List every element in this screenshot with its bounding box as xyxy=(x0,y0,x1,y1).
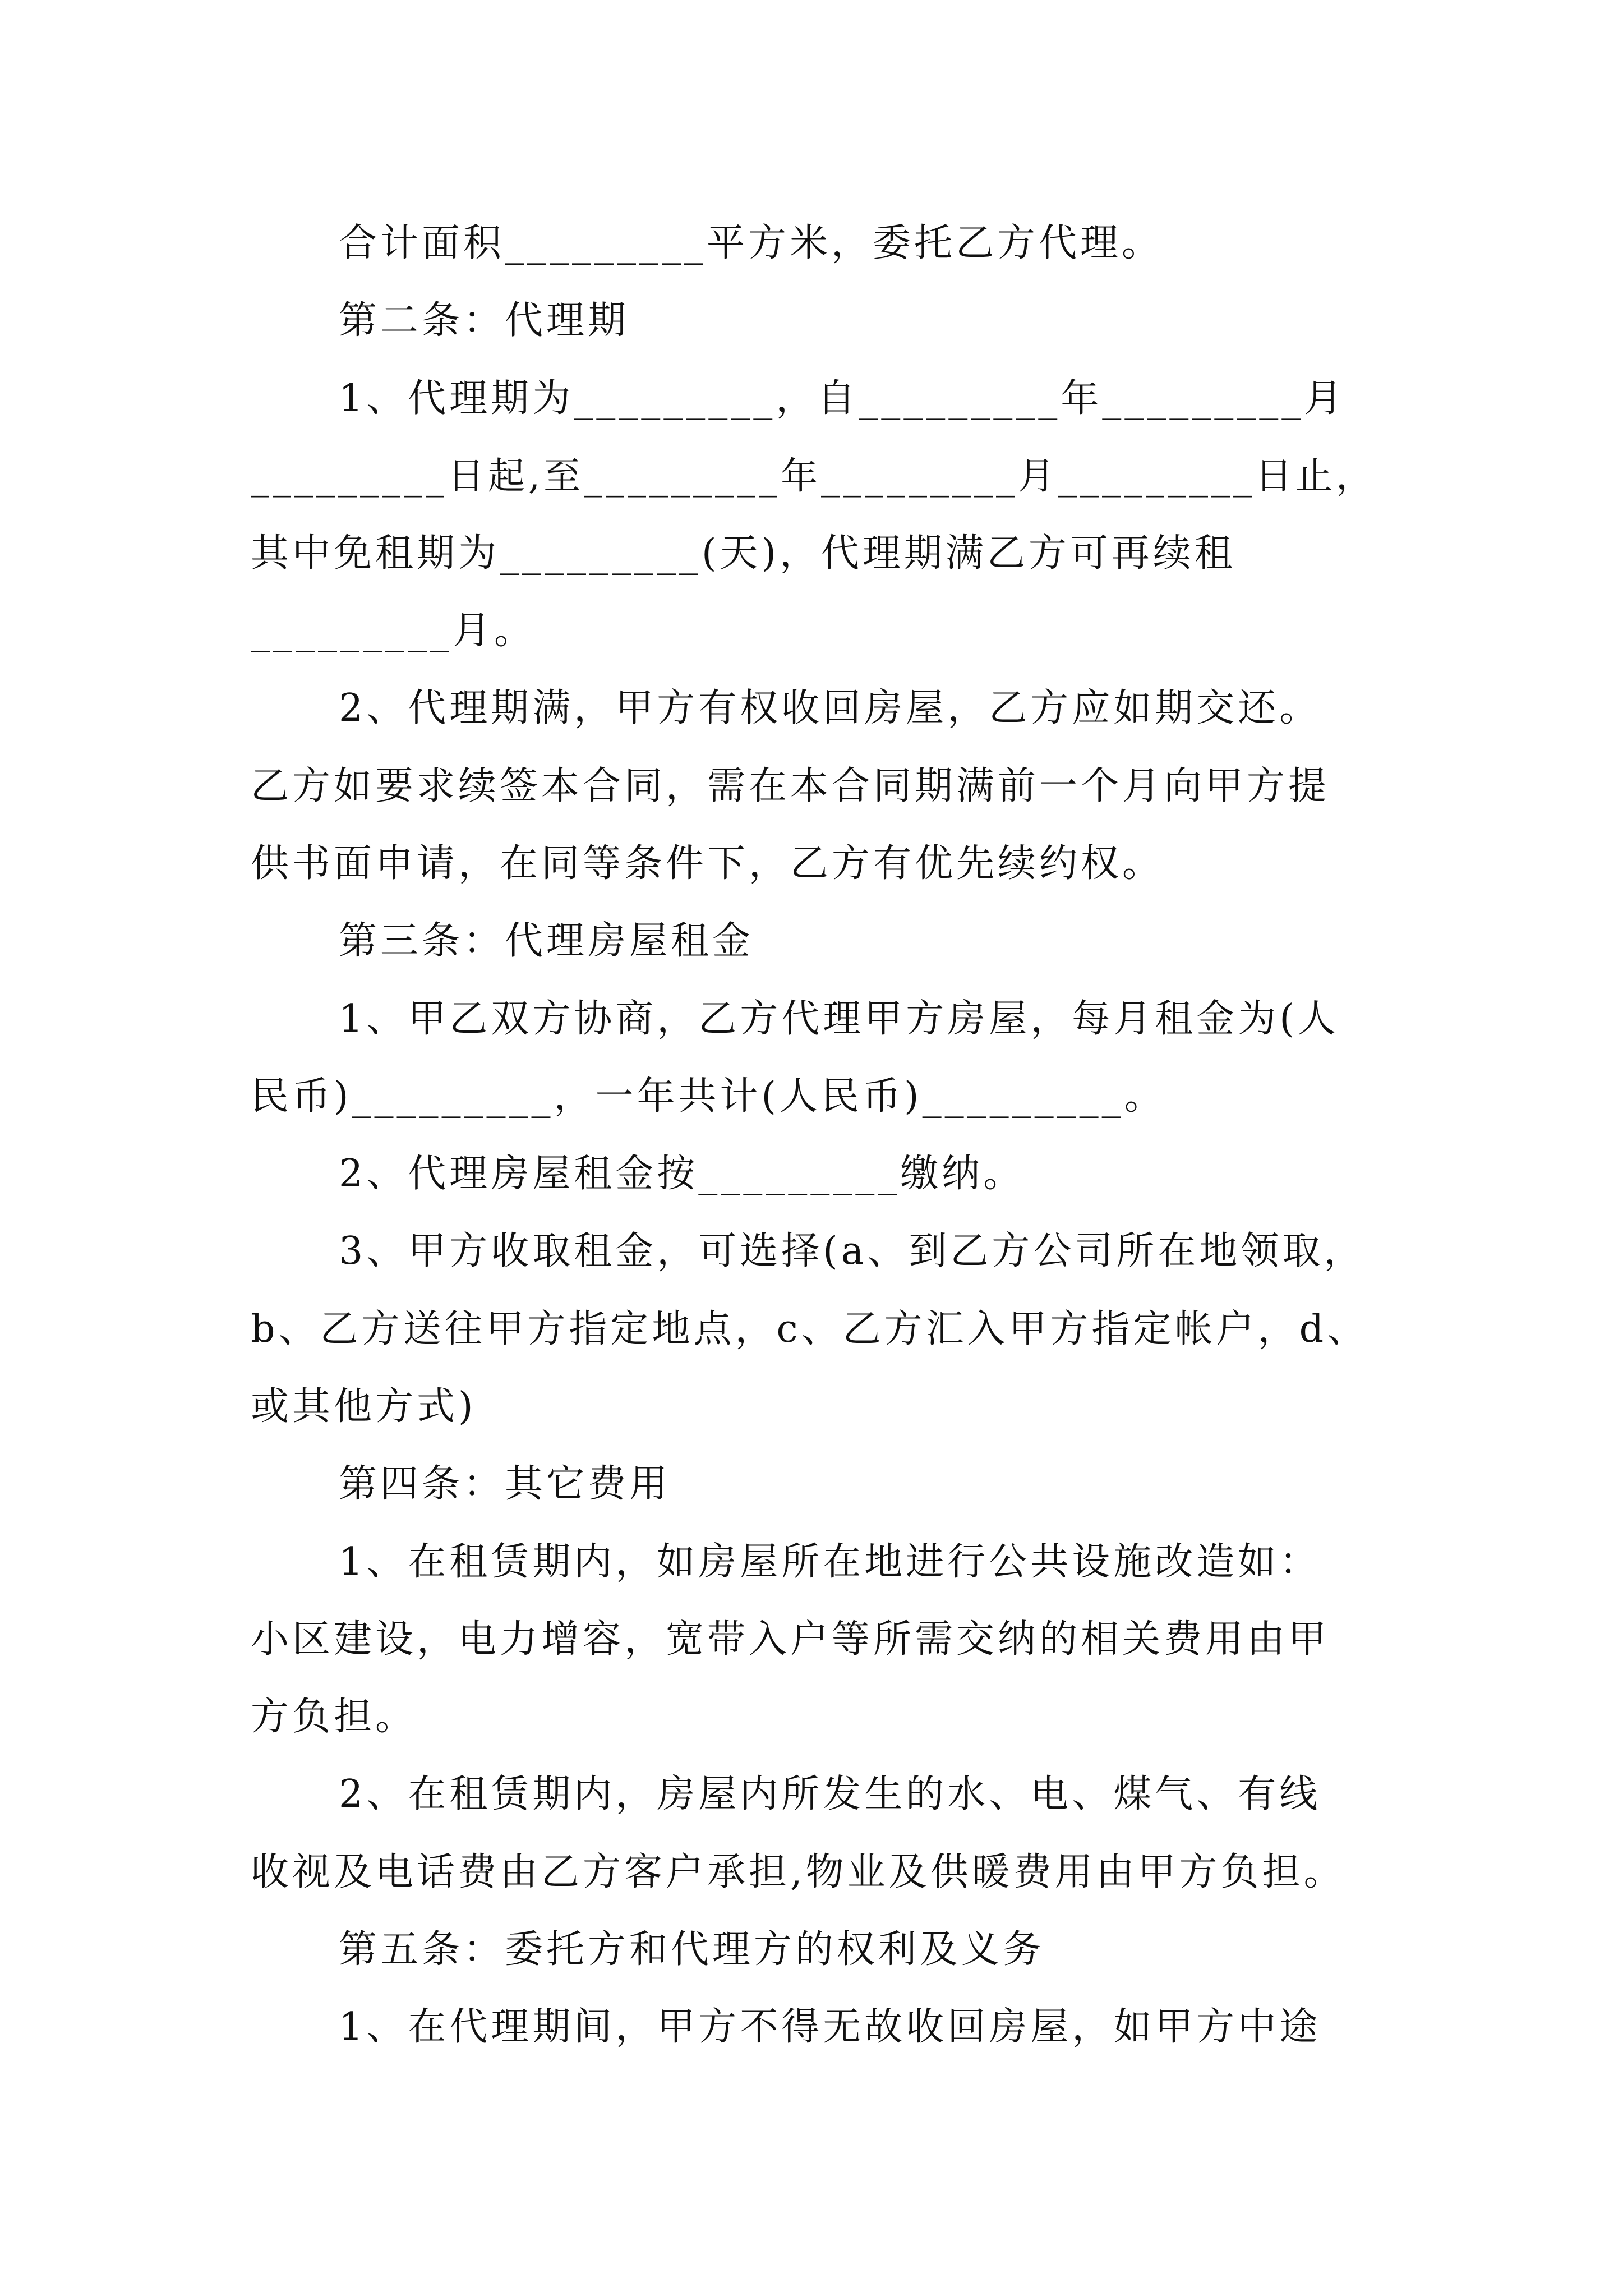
text-line: 1、在租赁期内，如房屋所在地进行公共设施改造如： xyxy=(339,1540,1321,1584)
text-line: 1、甲乙双方协商，乙方代理甲方房屋，每月租金为(人 xyxy=(339,997,1339,1041)
text-line: _________日起,至_________年_________月_________日止， xyxy=(251,454,1376,498)
text-line: 民币)_________，一年共计(人民币)_________。 xyxy=(251,1074,1166,1119)
text-line: 乙方如要求续签本合同，需在本合同期满前一个月向甲方提 xyxy=(251,764,1330,808)
text-line: 其中免租期为_________(天)，代理期满乙方可再续租 xyxy=(251,531,1237,576)
text-line: 或其他方式) xyxy=(251,1384,477,1429)
section-heading: 第五条：委托方和代理方的权利及义务 xyxy=(339,1927,1045,1972)
text-line: 合计面积_________平方米，委托乙方代理。 xyxy=(339,221,1164,265)
text-line: 小区建设，电力增容，宽带入户等所需交纳的相关费用由甲 xyxy=(251,1617,1330,1662)
text-line: 收视及电话费由乙方客户承担,物业及供暖费用由甲方负担。 xyxy=(251,1850,1345,1894)
text-line: 供书面申请，在同等条件下，乙方有优先续约权。 xyxy=(251,841,1164,886)
text-line: 2、代理房屋租金按_________缴纳。 xyxy=(339,1152,1025,1196)
section-heading: 第四条：其它费用 xyxy=(339,1462,671,1506)
text-line: 2、代理期满，甲方有权收回房屋，乙方应如期交还。 xyxy=(339,686,1321,730)
section-heading: 第二条：代理期 xyxy=(339,298,630,343)
text-line: 2、在租赁期内，房屋内所发生的水、电、煤气、有线 xyxy=(339,1772,1321,1816)
text-line: 3、甲方收取租金，可选择(a、到乙方公司所在地领取， xyxy=(339,1229,1366,1273)
section-heading: 第三条：代理房屋租金 xyxy=(339,919,754,963)
text-line: _________月。 xyxy=(251,609,536,653)
text-line: b、乙方送往甲方指定地点，c、乙方汇入甲方指定帐户，d、 xyxy=(251,1307,1369,1351)
text-line: 方负担。 xyxy=(251,1695,417,1739)
text-line: 1、代理期为_________，自_________年_________月 xyxy=(339,376,1346,421)
text-line: 1、在代理期间，甲方不得无故收回房屋，如甲方中途 xyxy=(339,2005,1321,2049)
